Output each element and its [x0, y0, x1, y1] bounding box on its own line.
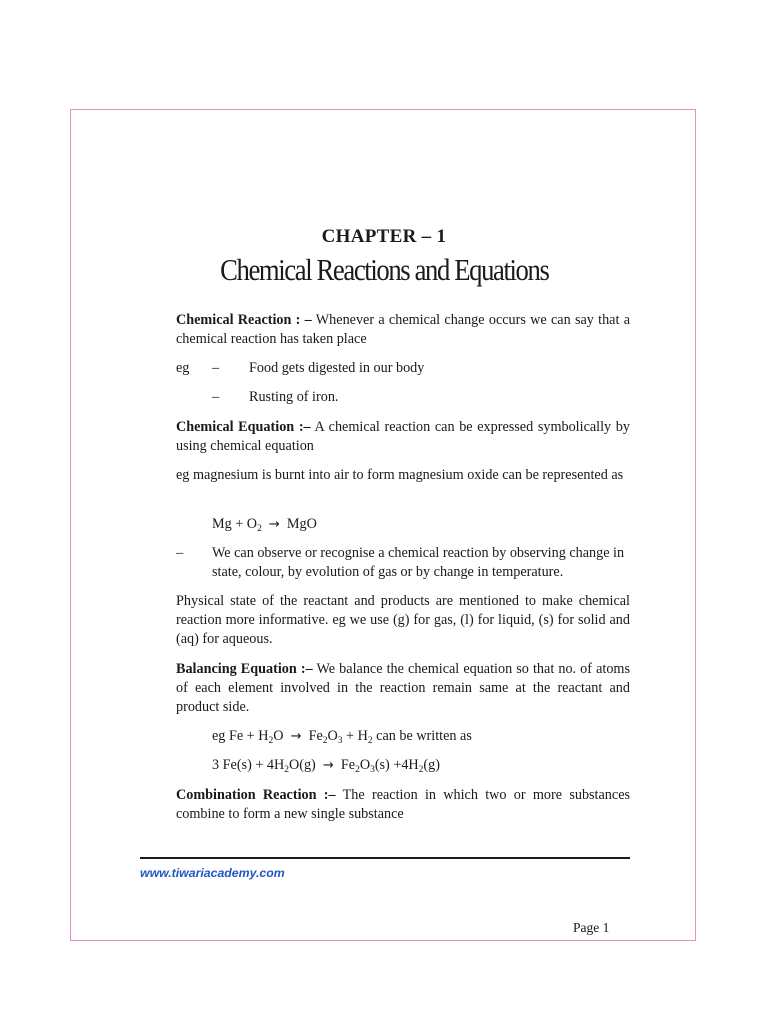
- equation-iron-balanced: [212, 756, 440, 775]
- eq2-sub: 2: [322, 736, 328, 746]
- combination-text: The reaction in which two or more substances combine to form a new single substance: [176, 787, 631, 822]
- eq2-part: Fe: [308, 728, 323, 744]
- observe-text: We can observe or recognise a chemical reaction by observing change in state, colour, by evolution of gas or by change in temperature.: [212, 545, 625, 580]
- footer-divider: [140, 857, 630, 859]
- eq2-sub: 2: [268, 736, 274, 746]
- eq2-part: + H: [342, 728, 368, 744]
- chemical-reaction-term: Chemical Reaction : –: [176, 312, 312, 328]
- eq3-part: O(g): [288, 757, 316, 773]
- example-item-2: Rusting of iron.: [249, 389, 339, 405]
- eq1-o2-subscript: 2: [257, 524, 262, 534]
- chapter-heading: CHAPTER – 1: [321, 226, 447, 247]
- eq1-reactants: Mg + O: [212, 516, 258, 532]
- observe-dash: –: [176, 545, 184, 561]
- eq2-sub: 2: [367, 736, 373, 746]
- combination-term: Combination Reaction :–: [176, 787, 336, 803]
- eq2-part: can be written as: [372, 728, 472, 744]
- balancing-term: Balancing Equation :–: [176, 661, 313, 677]
- combination-reaction-definition: [176, 786, 630, 824]
- eq3-sub: 2: [284, 765, 289, 775]
- eq3-sub: 3: [370, 765, 375, 775]
- balancing-equation-definition: [176, 660, 630, 717]
- website-link[interactable]: www.tiwariacademy.com: [140, 866, 285, 880]
- eq3-part: (s) +4H: [374, 757, 419, 773]
- eq3-sub: 2: [355, 765, 360, 775]
- chemical-equation-term: Chemical Equation :–: [176, 419, 311, 435]
- physical-state-paragraph: Physical state of the reactant and products are mentioned to make chemical reaction more informative. eg we use (g) for gas, (l) for liquid, (s) for solid and (aq) for aqueous.: [176, 593, 630, 647]
- eq3-sub: 2: [418, 765, 424, 775]
- chemical-reaction-text: Whenever a chemical change occurs we can say that a chemical reaction has taken place: [176, 312, 630, 347]
- eq1-product: MgO: [286, 516, 317, 532]
- eq2-part: O: [327, 728, 338, 744]
- equation-magnesium: [212, 515, 317, 534]
- chapter-title: Chemical Reactions and Equations: [220, 252, 549, 287]
- eq3-part: (g): [423, 757, 440, 773]
- eq2-part: eg Fe + H: [212, 728, 269, 744]
- page-number: Page 1: [573, 920, 610, 935]
- example-item-1: Food gets digested in our body: [249, 360, 425, 376]
- balancing-text: We balance the chemical equation so that no. of atoms of each element involved in the reaction remain same at the reactant and product side.: [176, 661, 630, 715]
- eq3-part: O: [359, 757, 371, 773]
- chemical-equation-definition: [176, 418, 630, 456]
- example-dash-1: –: [212, 360, 220, 376]
- equation-iron-unbalanced: [212, 727, 472, 746]
- reaction-arrow-icon: →: [268, 517, 280, 532]
- eq3-part: 3 Fe(s) + 4H: [212, 757, 285, 773]
- reaction-arrow-icon: →: [322, 758, 334, 773]
- reaction-arrow-icon: →: [290, 729, 302, 744]
- eq2-part: O: [273, 728, 284, 744]
- example-label: eg: [176, 360, 190, 376]
- magnesium-example: eg magnesium is burnt into air to form magnesium oxide can be represented as: [176, 467, 624, 483]
- chemical-equation-text: A chemical reaction can be expressed symbolically by using chemical equation: [176, 419, 630, 454]
- eq2-sub: 3: [337, 736, 343, 746]
- eq3-part: Fe: [340, 757, 356, 773]
- chemical-reaction-definition: [176, 311, 630, 349]
- example-dash-2: –: [212, 389, 220, 405]
